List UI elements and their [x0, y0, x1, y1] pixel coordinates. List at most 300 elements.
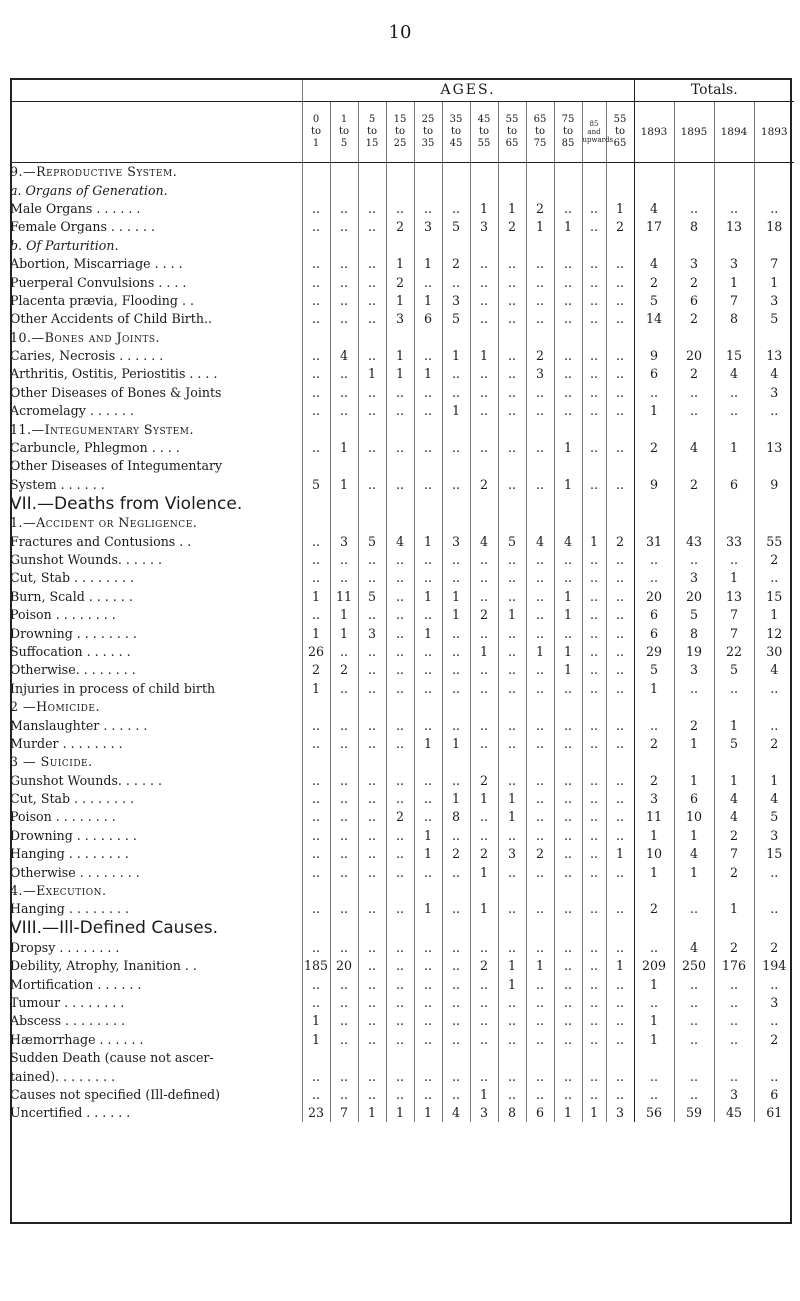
- total-cell: ..: [754, 199, 794, 217]
- row-label: Female Organs . . . . . .: [10, 219, 155, 235]
- age-cell: ..: [498, 550, 526, 568]
- total-cell: 11: [634, 808, 674, 826]
- age-cell: ..: [358, 661, 386, 679]
- age-cell: ..: [386, 569, 414, 587]
- age-cell: [582, 1048, 606, 1066]
- age-cell: ..: [526, 254, 554, 272]
- age-cell: ..: [582, 550, 606, 568]
- total-cell: 1: [634, 1030, 674, 1048]
- age-cell: ..: [330, 254, 358, 272]
- age-cell: ..: [330, 1067, 358, 1085]
- age-cell: 1: [554, 605, 582, 623]
- age-cell: ..: [358, 1085, 386, 1103]
- age-cell: ..: [526, 771, 554, 789]
- age-cell: ..: [302, 550, 330, 568]
- age-cell: ..: [606, 383, 634, 401]
- age-cell: ..: [302, 1067, 330, 1085]
- age-cell: ..: [442, 826, 470, 844]
- total-cell: [714, 328, 754, 346]
- total-cell: 17: [634, 218, 674, 236]
- row-label: Uncertified . . . . . .: [10, 1105, 131, 1121]
- age-cell: ..: [498, 863, 526, 881]
- age-cell: ..: [606, 1085, 634, 1103]
- age-cell: 2: [470, 475, 498, 493]
- age-cell: ..: [386, 661, 414, 679]
- age-cell: ..: [302, 569, 330, 587]
- age-cell: [554, 181, 582, 199]
- age-cell: ..: [330, 569, 358, 587]
- total-cell: ..: [634, 938, 674, 956]
- age-cell: [470, 163, 498, 181]
- total-cell: 13: [754, 438, 794, 456]
- age-cell: ..: [498, 365, 526, 383]
- age-cell: ..: [442, 900, 470, 918]
- age-cell: [582, 328, 606, 346]
- age-cell: ..: [526, 993, 554, 1011]
- age-cell: ..: [442, 1012, 470, 1030]
- age-cell: ..: [554, 938, 582, 956]
- age-cell: ..: [330, 199, 358, 217]
- age-cell: ..: [582, 291, 606, 309]
- age-cell: ..: [302, 438, 330, 456]
- age-cell: ..: [470, 661, 498, 679]
- section-heading: a. Organs of Generation.: [10, 182, 168, 198]
- age-cell: ..: [442, 1085, 470, 1103]
- age-cell: [358, 753, 386, 771]
- section-heading-row: [10, 494, 794, 514]
- table-row: [10, 1030, 794, 1048]
- age-cell: ..: [386, 1012, 414, 1030]
- age-cell: ..: [302, 383, 330, 401]
- total-cell: [754, 1048, 794, 1066]
- age-cell: ..: [302, 254, 330, 272]
- age-cell: ..: [582, 383, 606, 401]
- total-cell: 8: [714, 310, 754, 328]
- age-cell: [442, 163, 470, 181]
- row-label: Carbuncle, Phlegmon . . . .: [10, 440, 180, 456]
- total-cell: ..: [754, 716, 794, 734]
- total-cell: 4: [754, 789, 794, 807]
- section-heading: 9.—Reproductive System.: [10, 164, 178, 180]
- age-cell: ..: [358, 291, 386, 309]
- age-column-header: 1 to 5: [330, 102, 358, 163]
- age-cell: ..: [358, 993, 386, 1011]
- age-cell: [526, 181, 554, 199]
- total-cell: 1: [714, 716, 754, 734]
- age-cell: [302, 697, 330, 715]
- total-cell: 176: [714, 957, 754, 975]
- table-row: [10, 402, 794, 420]
- age-cell: ..: [302, 310, 330, 328]
- total-cell: 4: [714, 365, 754, 383]
- age-cell: ..: [330, 365, 358, 383]
- table-row: [10, 310, 794, 328]
- age-cell: [414, 163, 442, 181]
- total-cell: 1: [754, 273, 794, 291]
- age-cell: 3: [414, 218, 442, 236]
- age-cell: ..: [498, 254, 526, 272]
- age-cell: ..: [442, 550, 470, 568]
- age-cell: ..: [526, 605, 554, 623]
- total-cell: [754, 328, 794, 346]
- age-cell: 2: [526, 199, 554, 217]
- age-cell: ..: [302, 993, 330, 1011]
- total-cell: ..: [634, 1067, 674, 1085]
- age-cell: [442, 236, 470, 254]
- age-cell: ..: [414, 346, 442, 364]
- age-cell: [606, 918, 634, 938]
- age-cell: 1: [414, 734, 442, 752]
- age-cell: [330, 697, 358, 715]
- total-cell: ..: [674, 199, 714, 217]
- age-cell: [386, 420, 414, 438]
- age-cell: 8: [498, 1104, 526, 1122]
- age-cell: [302, 420, 330, 438]
- total-cell: [634, 236, 674, 254]
- age-column-header: 75 to 85: [554, 102, 582, 163]
- age-cell: [526, 494, 554, 514]
- age-cell: ..: [358, 218, 386, 236]
- age-cell: ..: [606, 642, 634, 660]
- age-cell: ..: [414, 605, 442, 623]
- age-cell: 1: [414, 1104, 442, 1122]
- age-cell: ..: [582, 475, 606, 493]
- age-cell: 2: [470, 605, 498, 623]
- age-cell: ..: [414, 199, 442, 217]
- age-cell: 1: [470, 789, 498, 807]
- total-cell: 6: [634, 365, 674, 383]
- age-cell: ..: [470, 569, 498, 587]
- age-cell: 4: [442, 1104, 470, 1122]
- age-cell: ..: [302, 199, 330, 217]
- total-cell: 4: [754, 661, 794, 679]
- age-cell: ..: [358, 273, 386, 291]
- row-label: Cut, Stab . . . . . . . .: [10, 570, 135, 586]
- age-cell: 5: [442, 310, 470, 328]
- age-cell: [386, 236, 414, 254]
- total-cell: 13: [754, 346, 794, 364]
- total-cell: [754, 514, 794, 532]
- age-cell: ..: [498, 734, 526, 752]
- age-cell: ..: [358, 863, 386, 881]
- total-cell: ..: [754, 863, 794, 881]
- age-cell: [606, 494, 634, 514]
- age-cell: [554, 753, 582, 771]
- age-cell: [498, 514, 526, 532]
- row-label: tained). . . . . . . .: [10, 1068, 116, 1084]
- age-cell: ..: [526, 734, 554, 752]
- total-cell: 2: [754, 734, 794, 752]
- age-cell: ..: [606, 365, 634, 383]
- age-cell: 1: [442, 789, 470, 807]
- age-cell: ..: [330, 863, 358, 881]
- table-row: [10, 273, 794, 291]
- age-cell: ..: [386, 789, 414, 807]
- table-row: [10, 532, 794, 550]
- row-label: Other Accidents of Child Birth..: [10, 311, 212, 327]
- total-cell: [674, 881, 714, 899]
- year-column-header: 1893: [754, 102, 794, 163]
- age-cell: [582, 881, 606, 899]
- age-cell: ..: [554, 789, 582, 807]
- age-cell: 2: [442, 845, 470, 863]
- total-cell: [714, 420, 754, 438]
- age-cell: [526, 918, 554, 938]
- age-cell: ..: [330, 938, 358, 956]
- age-cell: ..: [386, 863, 414, 881]
- age-cell: ..: [606, 475, 634, 493]
- age-cell: ..: [386, 438, 414, 456]
- age-cell: ..: [582, 661, 606, 679]
- age-cell: 5: [358, 587, 386, 605]
- section-heading: VIII.—Ill-Defined Causes.: [10, 918, 218, 939]
- table-row: [10, 863, 794, 881]
- table-row: [10, 605, 794, 623]
- age-cell: [498, 1048, 526, 1066]
- age-cell: ..: [470, 993, 498, 1011]
- table-row: [10, 587, 794, 605]
- age-cell: 1: [414, 900, 442, 918]
- age-cell: [526, 1048, 554, 1066]
- total-cell: [674, 494, 714, 514]
- age-cell: [358, 918, 386, 938]
- total-cell: ..: [674, 900, 714, 918]
- age-cell: [442, 881, 470, 899]
- table-row: [10, 199, 794, 217]
- section-heading-row: [10, 236, 794, 254]
- age-cell: [470, 753, 498, 771]
- row-label: Otherwise . . . . . . . .: [10, 864, 140, 880]
- age-cell: 1: [606, 845, 634, 863]
- age-cell: [414, 753, 442, 771]
- age-cell: 11: [330, 587, 358, 605]
- age-cell: [442, 457, 470, 475]
- total-cell: 45: [714, 1104, 754, 1122]
- age-cell: [606, 181, 634, 199]
- age-cell: 1: [498, 957, 526, 975]
- age-cell: [302, 236, 330, 254]
- row-label: Puerperal Convulsions . . . .: [10, 274, 187, 290]
- total-cell: ..: [674, 1012, 714, 1030]
- age-cell: ..: [606, 789, 634, 807]
- total-cell: 1: [634, 863, 674, 881]
- total-cell: ..: [674, 402, 714, 420]
- age-cell: [554, 494, 582, 514]
- total-cell: 2: [714, 863, 754, 881]
- row-label: Tumour . . . . . . . .: [10, 994, 125, 1010]
- age-cell: ..: [606, 569, 634, 587]
- age-cell: ..: [330, 826, 358, 844]
- section-heading-row: [10, 181, 794, 199]
- age-cell: 3: [470, 218, 498, 236]
- total-cell: [754, 697, 794, 715]
- age-cell: ..: [606, 438, 634, 456]
- total-cell: 1: [714, 569, 754, 587]
- age-cell: [358, 163, 386, 181]
- age-cell: ..: [554, 975, 582, 993]
- table-row: [10, 938, 794, 956]
- total-cell: 5: [634, 291, 674, 309]
- age-cell: [470, 457, 498, 475]
- age-cell: 1: [442, 587, 470, 605]
- age-cell: ..: [386, 845, 414, 863]
- age-cell: [606, 697, 634, 715]
- total-cell: 4: [754, 365, 794, 383]
- total-cell: [634, 881, 674, 899]
- age-cell: ..: [386, 679, 414, 697]
- age-cell: [386, 457, 414, 475]
- age-cell: ..: [386, 975, 414, 993]
- age-cell: ..: [582, 900, 606, 918]
- age-cell: 2: [302, 661, 330, 679]
- age-cell: [414, 328, 442, 346]
- age-cell: 1: [554, 1104, 582, 1122]
- age-cell: ..: [498, 475, 526, 493]
- age-cell: [470, 236, 498, 254]
- total-cell: 3: [714, 254, 754, 272]
- row-label: Acromelagy . . . . . .: [10, 403, 134, 419]
- total-cell: 2: [674, 475, 714, 493]
- total-cell: ..: [634, 550, 674, 568]
- age-cell: ..: [498, 679, 526, 697]
- total-cell: 33: [714, 532, 754, 550]
- age-cell: [386, 918, 414, 938]
- total-cell: 15: [754, 845, 794, 863]
- age-cell: ..: [498, 993, 526, 1011]
- age-cell: 5: [302, 475, 330, 493]
- age-cell: ..: [554, 1067, 582, 1085]
- age-cell: ..: [442, 938, 470, 956]
- age-cell: ..: [302, 402, 330, 420]
- age-cell: ..: [470, 254, 498, 272]
- age-cell: ..: [526, 438, 554, 456]
- total-cell: 1: [634, 679, 674, 697]
- age-cell: ..: [386, 383, 414, 401]
- age-cell: ..: [498, 587, 526, 605]
- year-column-header: 1893: [634, 102, 674, 163]
- total-cell: 15: [714, 346, 754, 364]
- age-cell: 2: [606, 218, 634, 236]
- age-column-header: 5 to 15: [358, 102, 386, 163]
- age-cell: 7: [330, 1104, 358, 1122]
- age-cell: 2: [606, 532, 634, 550]
- table-row: [10, 716, 794, 734]
- age-cell: [526, 881, 554, 899]
- section-heading: 1.—Accident or Negligence.: [10, 515, 198, 531]
- age-cell: ..: [358, 808, 386, 826]
- age-cell: [442, 494, 470, 514]
- age-cell: 1: [386, 291, 414, 309]
- age-cell: [442, 918, 470, 938]
- age-cell: [582, 457, 606, 475]
- age-cell: 26: [302, 642, 330, 660]
- age-cell: ..: [526, 863, 554, 881]
- age-cell: [414, 918, 442, 938]
- age-cell: ..: [358, 1067, 386, 1085]
- age-column-header: 55 to 65: [498, 102, 526, 163]
- age-cell: ..: [302, 532, 330, 550]
- age-cell: ..: [582, 771, 606, 789]
- age-cell: [606, 236, 634, 254]
- age-cell: ..: [442, 273, 470, 291]
- total-cell: ..: [634, 383, 674, 401]
- age-cell: ..: [330, 218, 358, 236]
- age-cell: ..: [526, 1085, 554, 1103]
- section-heading-row: [10, 753, 794, 771]
- age-cell: 1: [498, 808, 526, 826]
- age-cell: ..: [386, 716, 414, 734]
- age-cell: [442, 514, 470, 532]
- age-cell: ..: [470, 734, 498, 752]
- age-cell: [498, 753, 526, 771]
- age-cell: ..: [470, 273, 498, 291]
- age-cell: ..: [302, 975, 330, 993]
- total-cell: ..: [754, 679, 794, 697]
- age-cell: 4: [554, 532, 582, 550]
- age-cell: ..: [470, 1067, 498, 1085]
- age-cell: ..: [302, 826, 330, 844]
- age-cell: ..: [414, 771, 442, 789]
- age-cell: 1: [582, 1104, 606, 1122]
- age-cell: ..: [302, 218, 330, 236]
- total-cell: 2: [674, 273, 714, 291]
- age-cell: [582, 236, 606, 254]
- age-cell: 1: [526, 218, 554, 236]
- year-column-header: 1894: [714, 102, 754, 163]
- age-cell: ..: [358, 679, 386, 697]
- total-cell: ..: [674, 975, 714, 993]
- age-cell: 1: [554, 475, 582, 493]
- age-cell: [330, 181, 358, 199]
- age-cell: [330, 753, 358, 771]
- age-cell: 2: [442, 254, 470, 272]
- age-cell: ..: [302, 346, 330, 364]
- age-cell: ..: [442, 679, 470, 697]
- age-cell: ..: [414, 993, 442, 1011]
- age-cell: [470, 1048, 498, 1066]
- row-label: Hanging . . . . . . . .: [10, 901, 129, 917]
- age-cell: ..: [554, 402, 582, 420]
- total-cell: 30: [754, 642, 794, 660]
- row-label: Otherwise. . . . . . . .: [10, 662, 136, 678]
- age-cell: [386, 881, 414, 899]
- age-cell: ..: [554, 365, 582, 383]
- total-cell: 250: [674, 957, 714, 975]
- total-cell: 7: [714, 624, 754, 642]
- total-cell: ..: [754, 1012, 794, 1030]
- total-cell: 31: [634, 532, 674, 550]
- age-cell: [470, 420, 498, 438]
- table-row: [10, 550, 794, 568]
- age-cell: ..: [470, 1030, 498, 1048]
- age-cell: ..: [414, 957, 442, 975]
- age-cell: [414, 420, 442, 438]
- mortality-table: [10, 78, 794, 1122]
- age-cell: [358, 1048, 386, 1066]
- total-cell: [714, 236, 754, 254]
- age-cell: 1: [442, 346, 470, 364]
- age-cell: 1: [302, 679, 330, 697]
- age-cell: ..: [442, 624, 470, 642]
- age-cell: ..: [526, 826, 554, 844]
- age-cell: [358, 181, 386, 199]
- ages-title: AGES.: [302, 78, 634, 102]
- total-cell: 5: [634, 661, 674, 679]
- age-cell: ..: [554, 199, 582, 217]
- age-cell: ..: [302, 1085, 330, 1103]
- age-cell: [330, 1048, 358, 1066]
- total-cell: 194: [754, 957, 794, 975]
